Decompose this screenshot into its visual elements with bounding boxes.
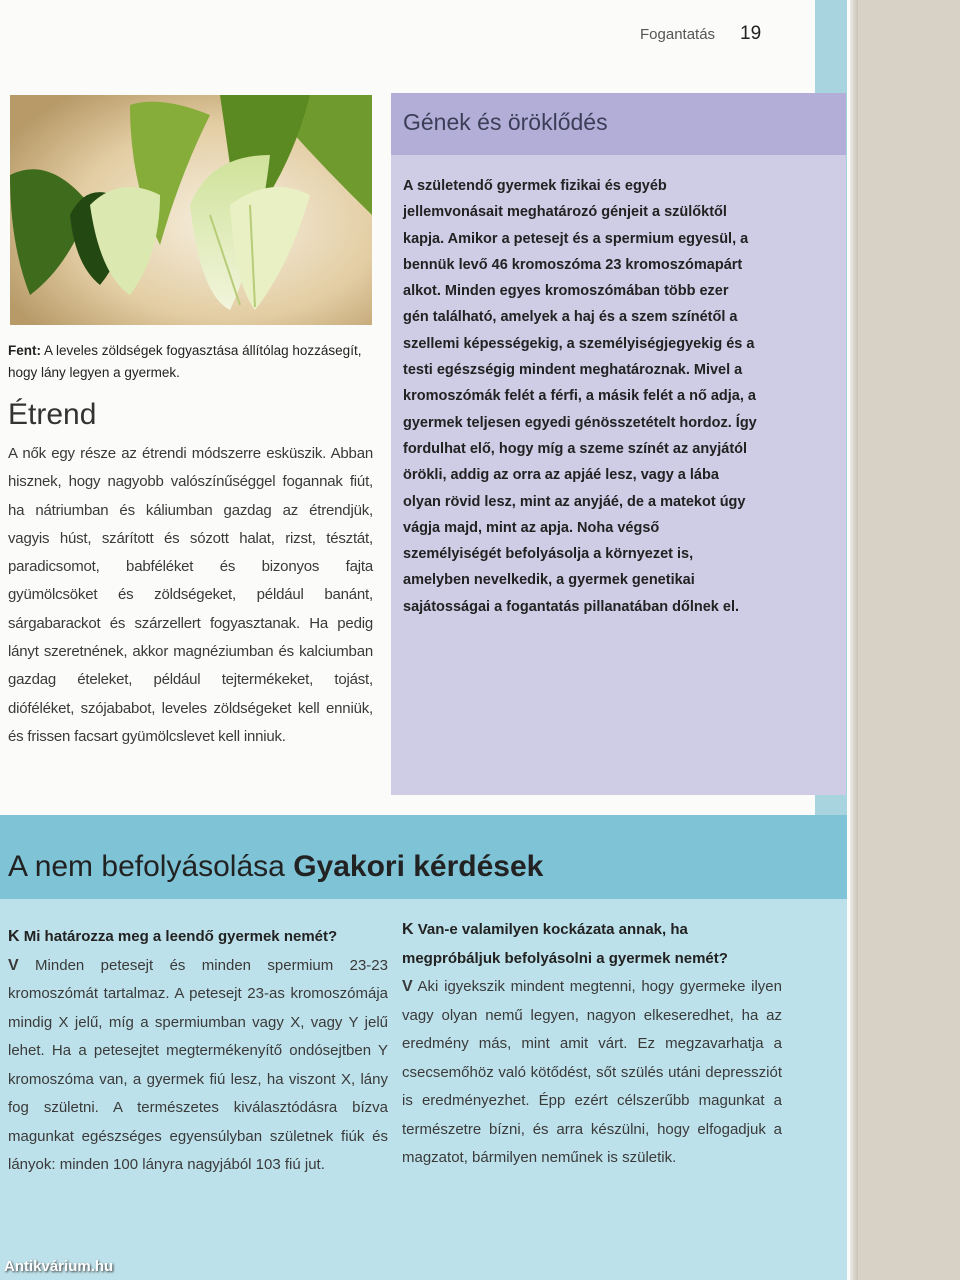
etrend-paragraph: A nők egy része az étrendi módszerre esküszik. Abban hisznek, hogy nagyobb valószínűséggel fogannak fiút, ha nátriumban és káliumban gazdag az étrendjük, vagyis húst, szárított és sózott halat, rizst, tésztát, paradicsomot, babféléket és bizonyos fajta gyümölcsöket és zöldségeket, például banánt, sárgabarackot és szárzellert fogyasztanak. Ha pedig lányt szeretnének, akkor magnéziumban és kalciumban gazdag ételeket, például tejtermékeket, tojást, dióféléket, szójababot, leveles zöldségeket kell enniük, és frissen facsart gyümölcslevet kell inniuk. <box>8 445 373 745</box>
faq-answer <box>8 952 388 1180</box>
answer-marker: V <box>8 956 19 974</box>
faq-question-text: Mi határozza meg a leendő gyermek nemét? <box>19 928 338 945</box>
faq-heading <box>8 850 543 884</box>
faq-answer <box>402 973 782 1173</box>
page-edge <box>850 0 858 1280</box>
page-number: 19 <box>740 23 762 44</box>
question-marker: K <box>8 928 20 945</box>
photo-caption <box>8 340 368 384</box>
caption-text: A leveles zöldségek fogyasztása állítólag hozzásegít, hogy lány legyen a gyermek. <box>8 343 362 380</box>
genes-heading: Gének és öröklődés <box>403 109 608 135</box>
faq-question <box>8 923 388 952</box>
caption-label: Fent: <box>8 343 41 358</box>
running-header <box>640 22 810 48</box>
etrend-heading: Étrend <box>8 398 97 431</box>
faq-heading-light: A nem befolyásolása <box>8 850 285 883</box>
faq-question <box>402 916 782 973</box>
genes-paragraph: A születendő gyermek fizikai és egyéb jellemvonásait meghatározó génjeit a szülőktől kapja. Amikor a petesejt és a spermium egyesül, a bennük levő 46 kromoszóma 23 kromoszómapárt alkot. Minden egyes kromoszómában több ezer gén található, amelyek a haj és a szem színétől a szellemi képességekig, a személyiségjegyekig és a testi egészségig mindent meghatároznak. Mivel a kromoszómák felét a férfi, a másik felét a nő adja, a gyermek teljesen egyedi génösszetételt hordoz. Így fordulhat elő, hogy míg a szeme színét az anyjától örökli, addig az orra az apjáé lesz, vagy a lába olyan rövid lesz, mint az anyjáé, de a matekot úgy vágja majd, mint az apja. Noha végső személyiségét befolyásolja a környezet is, amelyben nevelkedik, a gyermek genetikai sajátosságai a fogantatás pillanatában dőlnek el. <box>403 178 757 615</box>
faq-item-1 <box>8 923 388 1180</box>
faq-answer-text: Aki igyekszik mindent megtenni, hogy gyermeke ilyen vagy olyan nemű legyen, nagyon elkeseredhet, ha az eredmény más, mint amit várt. Ez megzavarhatja a csecsemőhöz való kötődést, sőt szülés utáni depressziót is eredményezhet. Épp ezért célszerűbb magunkat a természetre bízni, és arra készülni, hogy elfogadjuk a magzatot, bármilyen neműnek is születik. <box>402 978 782 1166</box>
faq-answer-text: Minden petesejt és minden spermium 23-23 kromoszómát tartalmaz. A petesejt 23-as kromoszómája mindig X jelű, míg a spermiumban vagy X, vagy Y jelű lehet. Ha a petesejtet megtermékenyítő ondósejtben Y kromoszóma van, a gyermek fiú lesz, ha viszont X, lány fog születni. A természetes kiválasztódásra bízva magunkat egészséges egyensúlyban születnek fiúk és lányok: minden 100 lányra nagyjából 103 fiú jut. <box>8 956 388 1173</box>
faq-item-2 <box>402 916 782 1173</box>
bok-choy-photo <box>10 95 372 325</box>
answer-marker: V <box>402 978 413 995</box>
watermark: Antikvárium.hu <box>4 1258 114 1275</box>
section-name: Fogantatás <box>640 26 716 43</box>
question-marker: K <box>402 921 414 938</box>
genes-header-band <box>391 93 846 155</box>
genes-sidebar-box <box>391 93 846 795</box>
faq-question-text: Van-e valamilyen kockázata annak, ha megpróbáljuk befolyásolni a gyermek nemét? <box>402 921 728 967</box>
bok-choy-illustration <box>10 95 372 325</box>
faq-heading-bold: Gyakori kérdések <box>293 850 544 883</box>
